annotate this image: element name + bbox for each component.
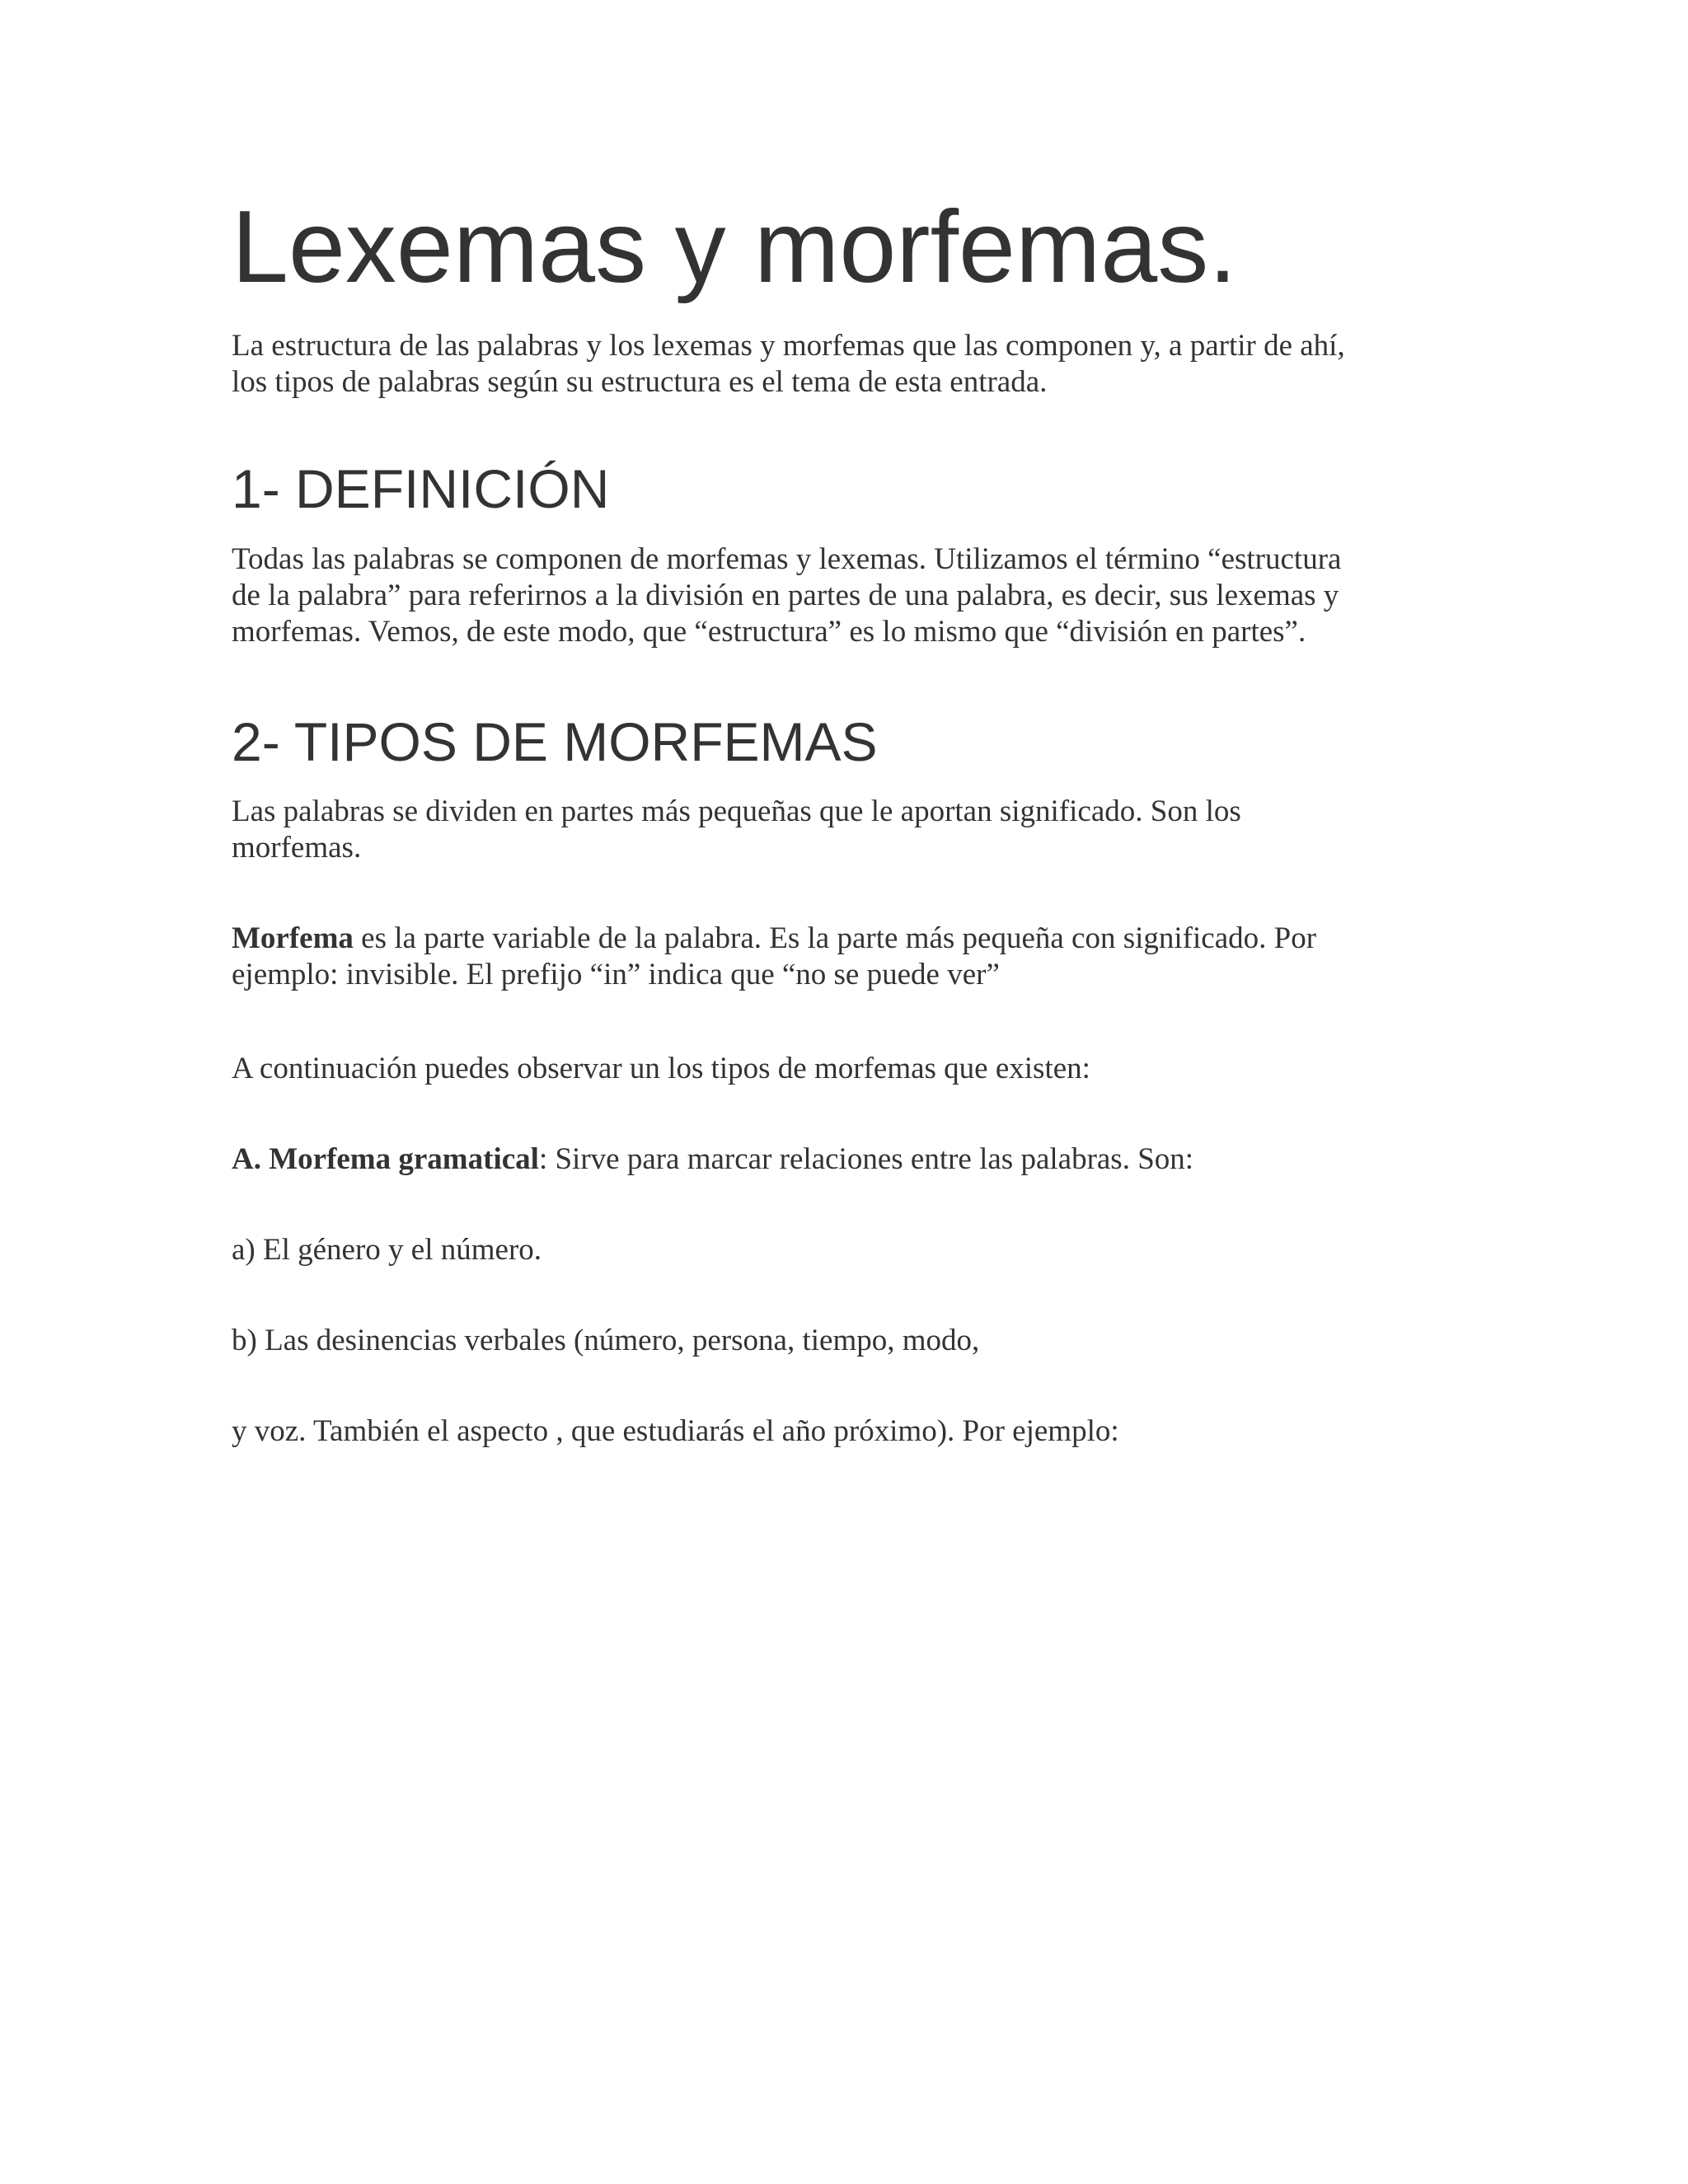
morfema-gramatical-line <box>232 1141 1468 1178</box>
definicion-line-3: morfemas. Vemos, de este modo, que “estructura” es lo mismo que “división en partes”. <box>232 615 1306 649</box>
list-item-b <box>232 1323 1468 1359</box>
list-item-a <box>232 1232 1468 1268</box>
intro-paragraph <box>232 328 1468 401</box>
intro-line-2: los tipos de palabras según su estructura es el tema de esta entrada. <box>232 365 1048 399</box>
intro-line-1: La estructura de las palabras y los lexemas y morfemas que las componen y, a partir de ahí, <box>232 329 1345 363</box>
definicion-line-1: Todas las palabras se componen de morfemas y lexemas. Utilizamos el término “estructura <box>232 542 1342 576</box>
page-title: Lexemas y morfemas. <box>232 190 1237 304</box>
morfema-definition-paragraph <box>232 921 1468 993</box>
continuation-paragraph <box>232 1051 1468 1087</box>
morfema-line-2: ejemplo: invisible. El prefijo “in” indica que “no se puede ver” <box>232 958 1000 991</box>
morfema-line-1-text: es la parte variable de la palabra. Es la parte más pequeña con significado. Por <box>353 921 1317 955</box>
list-item-b-text: b) Las desinencias verbales (número, persona, tiempo, modo, <box>232 1324 980 1357</box>
section-heading-tipos-de-morfemas: 2- TIPOS DE MORFEMAS <box>232 711 878 772</box>
morfema-gramatical-paragraph <box>232 1141 1468 1178</box>
definicion-line-2: de la palabra” para referirnos a la división en partes de una palabra, es decir, sus lexemas y <box>232 579 1339 612</box>
definicion-paragraph <box>232 541 1468 650</box>
morfema-gramatical-term: A. Morfema gramatical <box>232 1142 539 1176</box>
continuation-line: A continuación puedes observar un los tipos de morfemas que existen: <box>232 1052 1090 1085</box>
morfema-gramatical-text: : Sirve para marcar relaciones entre las palabras. Son: <box>538 1142 1194 1176</box>
tipos-intro-line-1: Las palabras se dividen en partes más pequeñas que le aportan significado. Son los <box>232 794 1241 828</box>
section-heading-definicion: 1- DEFINICIÓN <box>232 458 610 519</box>
list-item-b-continuation <box>232 1413 1468 1450</box>
morfema-term: Morfema <box>232 921 354 955</box>
morfema-line-1 <box>232 921 1468 957</box>
list-item-b-continuation-text: y voz. También el aspecto , que estudiarás el año próximo). Por ejemplo: <box>232 1414 1119 1448</box>
tipos-intro-line-2: morfemas. <box>232 831 362 865</box>
list-item-a-text: a) El género y el número. <box>232 1233 542 1267</box>
tipos-intro-paragraph <box>232 794 1468 866</box>
